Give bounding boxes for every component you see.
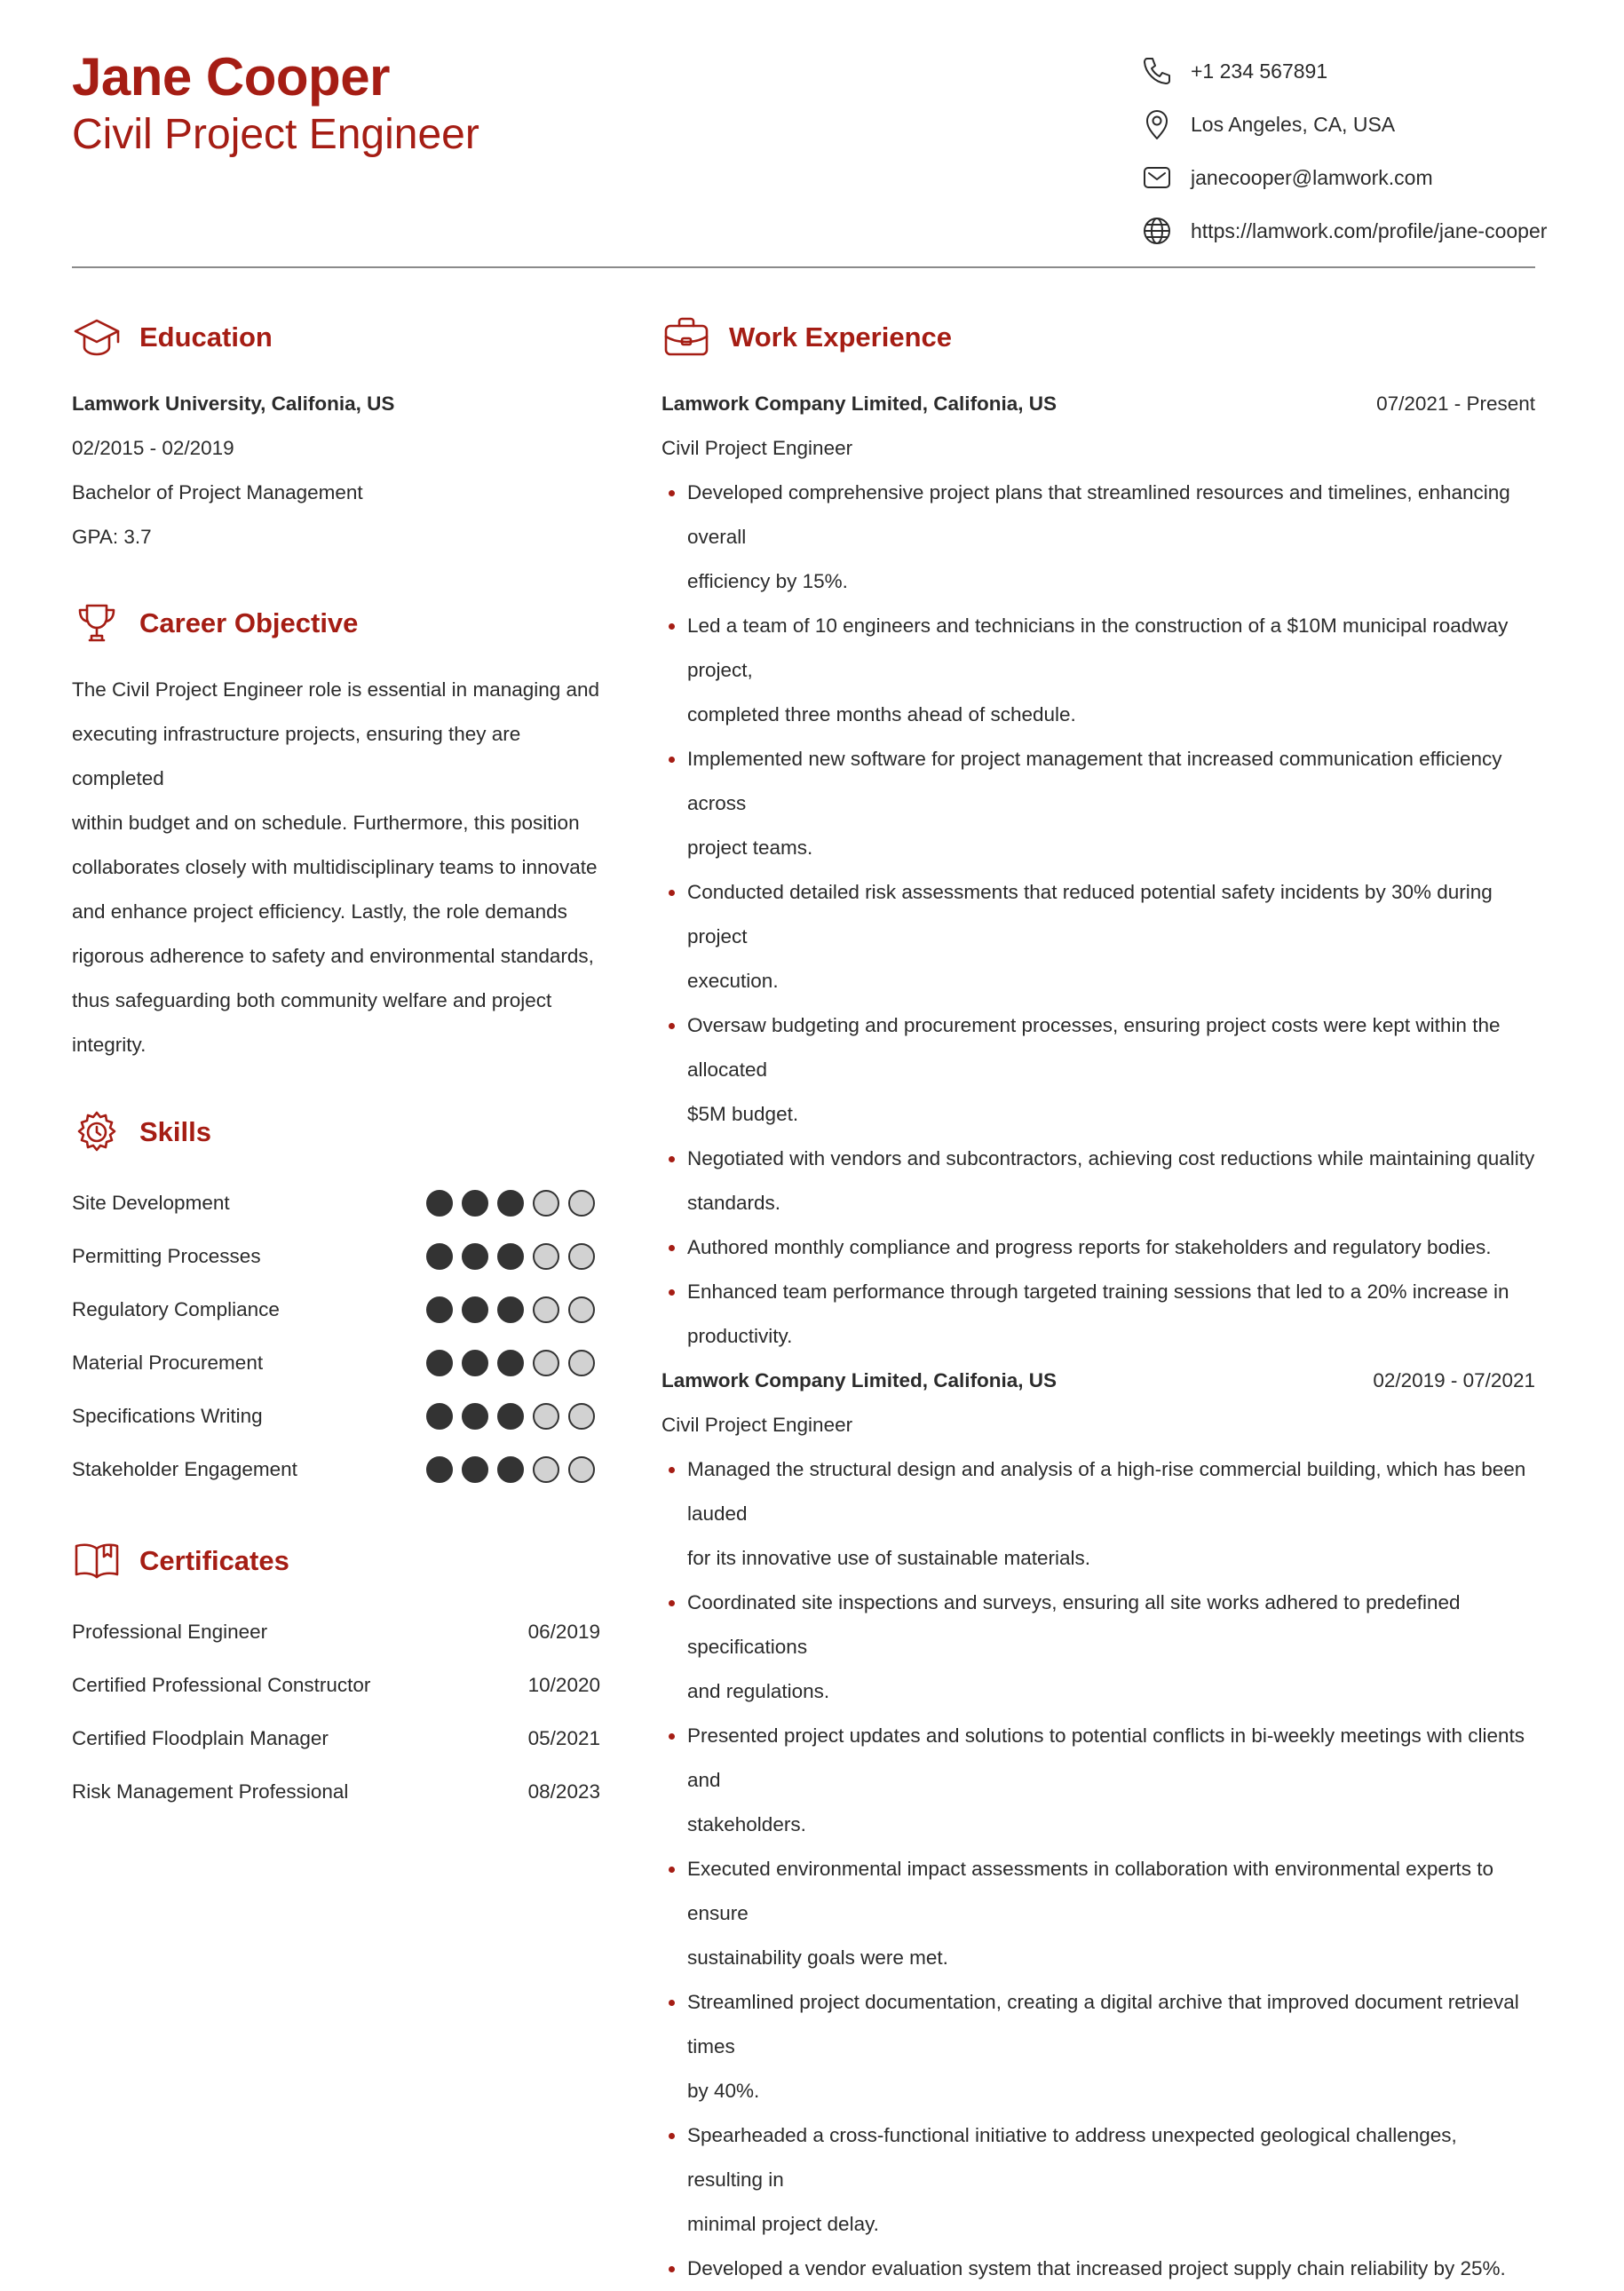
achievement-line: completed three months ahead of schedule. [687,703,1076,725]
job-dates: 02/2019 - 07/2021 [1373,1369,1535,1391]
achievement-line: and regulations. [687,1680,830,1702]
rating-dot-filled [426,1403,453,1430]
skill-name: Material Procurement [72,1352,264,1374]
skills-title: Skills [139,1116,211,1147]
email-icon [1139,160,1175,195]
objective-line: executing infrastructure projects, ensuring they are completed [72,723,521,789]
company-name: Lamwork Company Limited, Califonia, US [661,1369,1058,1391]
achievement-line: Conducted detailed risk assessments that reduced potential safety incidents by 30% during project [687,881,1493,947]
rating-dot-empty [568,1350,595,1376]
certificate-date: 10/2020 [527,1674,600,1696]
certificate-row [72,1712,600,1765]
achievement-line: efficiency by 15%. [687,570,848,592]
rating-dot-filled [462,1190,488,1217]
experience-header [661,313,1535,362]
achievement-line: Developed comprehensive project plans that streamlined resources and timelines, enhancing overall [687,481,1510,548]
book-icon [72,1536,122,1586]
achievement-line: for its innovative use of sustainable materials. [687,1547,1090,1569]
rating-dot-filled [426,1190,453,1217]
right-column [661,313,1535,2291]
rating-dot-filled [462,1403,488,1430]
job-entry [661,1359,1535,2291]
achievement-item [661,1225,1535,1270]
certificate-row [72,1659,600,1712]
skill-rating [426,1296,600,1323]
achievement-list [661,1447,1535,2291]
certificate-name: Risk Management Professional [72,1780,349,1803]
skill-name: Permitting Processes [72,1245,261,1267]
achievement-item [661,2247,1535,2291]
job-role: Civil Project Engineer [661,1414,853,1436]
rating-dot-empty [533,1243,559,1270]
rating-dot-empty [568,1190,595,1217]
education-header [72,313,600,362]
skill-name: Specifications Writing [72,1405,263,1427]
rating-dot-filled [462,1456,488,1483]
education-title: Education [139,321,273,353]
contact-phone [1139,53,1535,89]
rating-dot-filled [497,1456,524,1483]
achievement-line: sustainability goals were met. [687,1946,948,1969]
achievement-line: Authored monthly compliance and progress reports for stakeholders and regulatory bodies. [687,1236,1492,1258]
achievement-item [661,737,1535,870]
skills-section [72,1107,600,1496]
achievement-item [661,1003,1535,1137]
certificate-name: Professional Engineer [72,1621,268,1643]
achievement-line: $5M budget. [687,1103,799,1125]
job-role: Civil Project Engineer [661,437,853,459]
education-dates: 02/2015 - 02/2019 [72,437,234,459]
job-dates: 07/2021 - Present [1376,392,1535,415]
skills-header [72,1107,600,1157]
globe-icon [1139,213,1175,249]
achievement-item [661,1847,1535,1980]
objective-header [72,599,600,648]
achievement-line: minimal project delay. [687,2213,879,2235]
objective-line: collaborates closely with multidisciplinary teams to innovate [72,856,598,878]
certificate-name: Certified Floodplain Manager [72,1727,329,1749]
achievement-item [661,870,1535,1003]
rating-dot-filled [497,1403,524,1430]
skills-list [72,1177,600,1496]
rating-dot-filled [462,1296,488,1323]
achievement-line: Executed environmental impact assessments in collaboration with environmental experts to ensure [687,1858,1493,1924]
skill-name: Site Development [72,1192,230,1214]
achievement-list [661,471,1535,1359]
rating-dot-filled [497,1296,524,1323]
rating-dot-empty [568,1456,595,1483]
rating-dot-empty [533,1350,559,1376]
skill-row [72,1390,600,1443]
jobs-list [661,382,1535,2291]
job-header [661,382,1535,426]
achievement-item [661,1581,1535,1714]
location-text: Los Angeles, CA, USA [1191,112,1396,136]
achievement-item [661,1447,1535,1581]
achievement-line: Streamlined project documentation, creating a digital archive that improved document retrieval times [687,1991,1519,2057]
objective-line: integrity. [72,1034,147,1056]
contact-website [1139,213,1548,249]
briefcase-icon [661,313,711,362]
achievement-line: Managed the structural design and analysis of a high-rise commercial building, which has been lauded [687,1458,1526,1525]
contact-location [1139,107,1535,142]
achievement-item [661,604,1535,737]
achievement-line: project teams. [687,836,813,859]
certificate-date: 06/2019 [527,1621,600,1643]
skill-row [72,1443,600,1496]
candidate-name: Jane Cooper [72,47,390,107]
rating-dot-empty [533,1296,559,1323]
resume-header [72,0,1548,268]
certificates-section [72,1536,600,1819]
rating-dot-filled [426,1350,453,1376]
objective-text [72,668,600,1067]
rating-dot-empty [568,1296,595,1323]
rating-dot-filled [462,1350,488,1376]
left-column [72,313,600,1819]
job-entry [661,382,1535,1359]
objective-line: rigorous adherence to safety and environmental standards, [72,945,594,967]
achievement-line: execution. [687,970,779,992]
contact-email [1139,160,1535,195]
objective-line: thus safeguarding both community welfare and project [72,989,552,1011]
rating-dot-filled [462,1243,488,1270]
rating-dot-empty [568,1243,595,1270]
objective-title: Career Objective [139,607,359,638]
graduation-cap-icon [72,313,122,362]
rating-dot-filled [497,1243,524,1270]
email-text[interactable]: janecooper@lamwork.com [1191,165,1433,189]
achievement-line: stakeholders. [687,1813,806,1835]
achievement-line: Led a team of 10 engineers and technicians in the construction of a $10M municipal roadway project, [687,614,1509,681]
achievement-line: Oversaw budgeting and procurement processes, ensuring project costs were kept within the allocated [687,1014,1501,1081]
skill-row [72,1283,600,1336]
achievement-line: Spearheaded a cross-functional initiative to address unexpected geological challenges, resulting in [687,2124,1457,2191]
skill-name: Regulatory Compliance [72,1298,280,1320]
gpa: GPA: 3.7 [72,526,152,548]
rating-dot-empty [568,1403,595,1430]
skill-row [72,1177,600,1230]
skill-row [72,1230,600,1283]
degree: Bachelor of Project Management [72,481,363,503]
achievement-line: Coordinated site inspections and surveys, ensuring all site works adhered to predefined specifications [687,1591,1461,1658]
website-link[interactable]: https://lamwork.com/profile/jane-cooper [1191,218,1548,242]
skill-rating [426,1190,600,1217]
school-name: Lamwork University, Califonia, US [72,392,395,415]
skill-row [72,1336,600,1390]
rating-dot-filled [426,1456,453,1483]
phone-text: +1 234 567891 [1191,59,1328,83]
certificates-list [72,1605,600,1819]
job-header [661,1359,1535,1403]
objective-line: The Civil Project Engineer role is essential in managing and [72,678,600,701]
location-pin-icon [1139,107,1175,142]
skill-rating [426,1350,600,1376]
rating-dot-empty [533,1190,559,1217]
certificate-date: 05/2021 [527,1727,600,1749]
achievement-item [661,471,1535,604]
achievement-item [661,2113,1535,2247]
achievement-item [661,1137,1535,1225]
objective-line: and enhance project efficiency. Lastly, the role demands [72,900,567,923]
achievement-item [661,1980,1535,2113]
rating-dot-filled [426,1243,453,1270]
rating-dot-filled [497,1190,524,1217]
certificate-date: 08/2023 [527,1780,600,1803]
objective-section [72,599,600,1067]
objective-line: within budget and on schedule. Furthermore, this position [72,812,580,834]
experience-title: Work Experience [729,321,952,353]
rating-dot-empty [533,1456,559,1483]
achievement-line: productivity. [687,1325,793,1347]
skill-rating [426,1456,600,1483]
company-name: Lamwork Company Limited, Califonia, US [661,392,1058,415]
gear-clock-icon [72,1107,122,1157]
achievement-line: Presented project updates and solutions to potential conflicts in bi-weekly meetings with clients and [687,1724,1525,1791]
achievement-line: Enhanced team performance through targeted training sessions that led to a 20% increase in [687,1280,1509,1303]
achievement-item [661,1270,1535,1359]
rating-dot-filled [426,1296,453,1323]
trophy-icon [72,599,122,648]
achievement-line: Developed a vendor evaluation system that increased project supply chain reliability by 25%. [687,2257,1506,2279]
skill-rating [426,1403,600,1430]
skill-name: Stakeholder Engagement [72,1458,297,1480]
phone-icon [1139,53,1175,89]
achievement-line: Negotiated with vendors and subcontractors, achieving cost reductions while maintaining quality [687,1147,1535,1169]
skill-rating [426,1243,600,1270]
achievement-item [661,1714,1535,1847]
certificates-header [72,1536,600,1586]
achievement-line: standards. [687,1192,781,1214]
certificate-row [72,1605,600,1659]
certificate-name: Certified Professional Constructor [72,1674,371,1696]
candidate-title: Civil Project Engineer [72,111,479,158]
achievement-line: by 40%. [687,2080,760,2102]
certificates-title: Certificates [139,1545,289,1576]
contact-list [1139,53,1548,266]
rating-dot-filled [497,1350,524,1376]
certificate-row [72,1765,600,1819]
rating-dot-empty [533,1403,559,1430]
achievement-line: Implemented new software for project management that increased communication efficiency across [687,748,1502,814]
education-section [72,313,600,559]
